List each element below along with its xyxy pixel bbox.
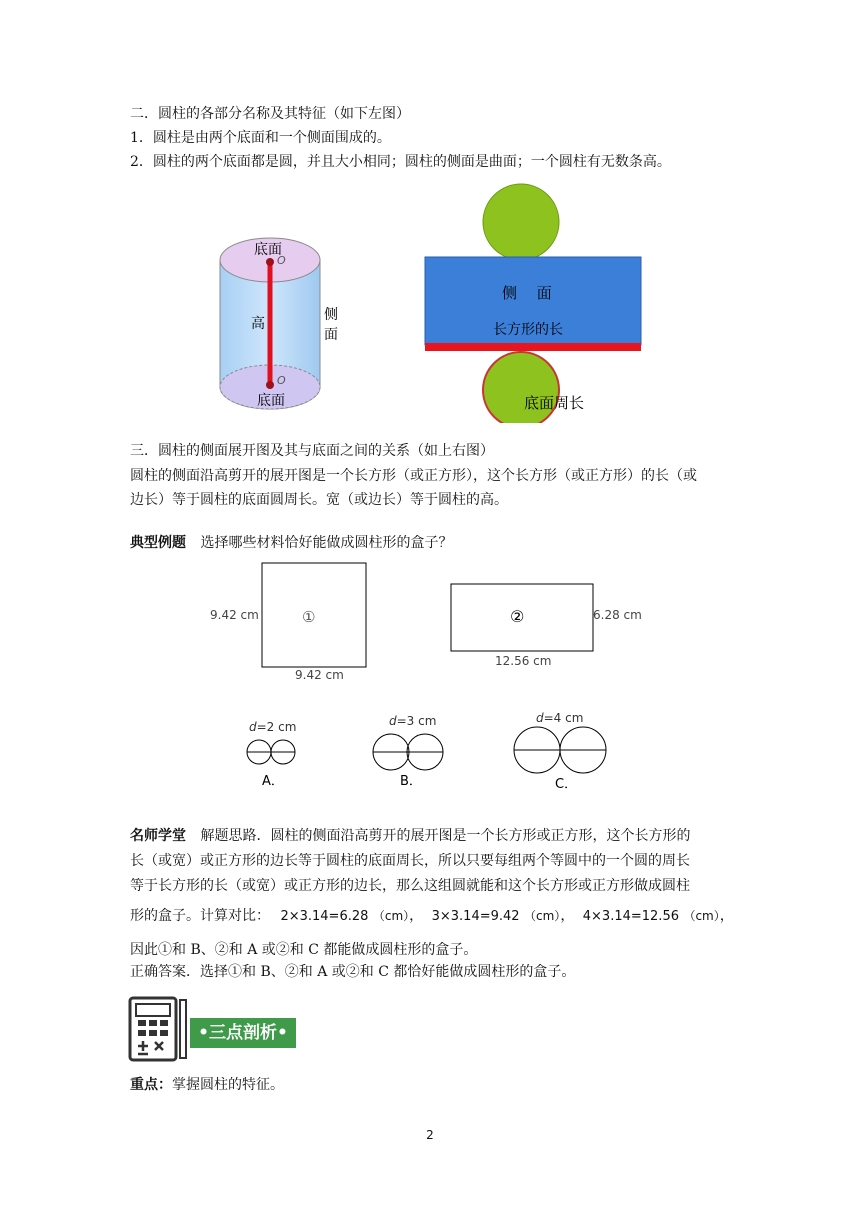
teacher-line2: 长（或宽）或正方形的边长等于圆柱的底面周长，所以只要每组两个等圆中的一个圆的周长 [130, 853, 690, 869]
circle-a-letter: A． [262, 774, 284, 789]
cylinder-side-label-1: 侧 [324, 307, 338, 323]
net-length-label: 长方形的长 [493, 322, 563, 338]
page-number: 2 [426, 1128, 434, 1142]
net-circumference-label: 底面周长 [524, 394, 585, 412]
square-num: ① [302, 608, 316, 626]
calc3-unit: （cm） [683, 909, 720, 923]
cylinder-top-center [266, 258, 274, 266]
section2-item2: 2．圆柱的两个底面都是圆，并且大小相同；圆柱的侧面是曲面；一个圆柱有无数条高。 [130, 154, 671, 170]
teacher-answer: 正确答案．选择①和 B、②和 A 或②和 C 都恰好能做成圆柱形的盒子。 [130, 964, 576, 980]
net-side-label: 侧 面 [502, 284, 552, 302]
circle-c-letter: C． [555, 777, 578, 792]
calculator-icon [128, 996, 190, 1062]
cylinder-top-label: 底面 [254, 242, 282, 258]
calc-prefix: 形的盒子。计算对比： [130, 908, 270, 924]
calc-sep-3: ， [719, 908, 734, 924]
teacher-line1-row [130, 826, 690, 846]
circles-c-d: d=4 cm [536, 711, 584, 725]
section3-line2: 边长）等于圆柱的底面圆周长。宽（或边长）等于圆柱的高。 [130, 492, 508, 508]
teacher-title: 名师学堂 [130, 828, 186, 844]
cylinder-bottom-center [266, 381, 274, 389]
circle-b-letter: B． [400, 774, 422, 789]
calc2-unit: （cm） [524, 909, 561, 923]
section2-heading: 二．圆柱的各部分名称及其特征（如下左图） [130, 106, 410, 122]
circles-a-d: d=2 cm [249, 720, 297, 734]
net-length-edge [425, 343, 641, 351]
cylinder-bottom-label: 底面 [257, 393, 285, 409]
section3-line1: 圆柱的侧面沿高剪开的展开图是一个长方形（或正方形），这个长方形（或正方形）的长（或 [130, 468, 697, 484]
example-title: 典型例题 [130, 535, 186, 551]
section2-item1: 1．圆柱是由两个底面和一个侧面围成的。 [130, 130, 391, 146]
square-left-side: 9.42 cm [210, 608, 259, 622]
square-bottom-side: 9.42 cm [295, 668, 344, 682]
calc3: 4×3.14=12.56 [582, 909, 679, 924]
key-point-row [130, 1075, 284, 1095]
rect-bottom-side: 12.56 cm [495, 654, 552, 668]
key-point-label: 重点： [130, 1077, 172, 1093]
materials-figure [200, 555, 660, 795]
example-line [130, 533, 452, 553]
badge-three-points: •三点剖析• [190, 1018, 296, 1048]
example-question: 选择哪些材料恰好能做成圆柱形的盒子？ [200, 535, 453, 551]
circles-b-d: d=3 cm [389, 714, 437, 728]
rect-right-side: 6.28 cm [593, 608, 642, 622]
teacher-line3: 等于长方形的长（或宽）或正方形的边长，那么这组圆就能和这个长方形或正方形做成圆柱 [130, 878, 690, 894]
cylinder-side-label-2: 面 [324, 327, 338, 343]
cylinder-bottom-center-label: O [277, 374, 286, 387]
calc1: 2×3.14=6.28 [280, 909, 369, 924]
key-point-text: 掌握圆柱的特征。 [172, 1077, 284, 1093]
teacher-calc-row [130, 906, 734, 927]
cylinder-height-label: 高 [251, 316, 265, 332]
cylinder-figure [200, 232, 350, 412]
rect-num: ② [510, 607, 525, 626]
calc2: 3×3.14=9.42 [431, 909, 520, 924]
calc-sep-1: ， [409, 908, 424, 924]
net-bottom-circle [483, 352, 559, 423]
teacher-line5: 因此①和 B、②和 A 或②和 C 都能做成圆柱形的盒子。 [130, 942, 478, 958]
teacher-line1: 解题思路．圆柱的侧面沿高剪开的展开图是一个长方形或正方形，这个长方形的 [200, 828, 691, 844]
net-top-circle [483, 184, 559, 260]
calc-sep-2: ， [560, 908, 575, 924]
cylinder-top-center-label: O [277, 254, 286, 267]
section3-heading: 三．圆柱的侧面展开图及其与底面之间的关系（如上右图） [130, 443, 494, 459]
net-figure [420, 183, 650, 423]
calc1-unit: （cm） [372, 909, 410, 923]
